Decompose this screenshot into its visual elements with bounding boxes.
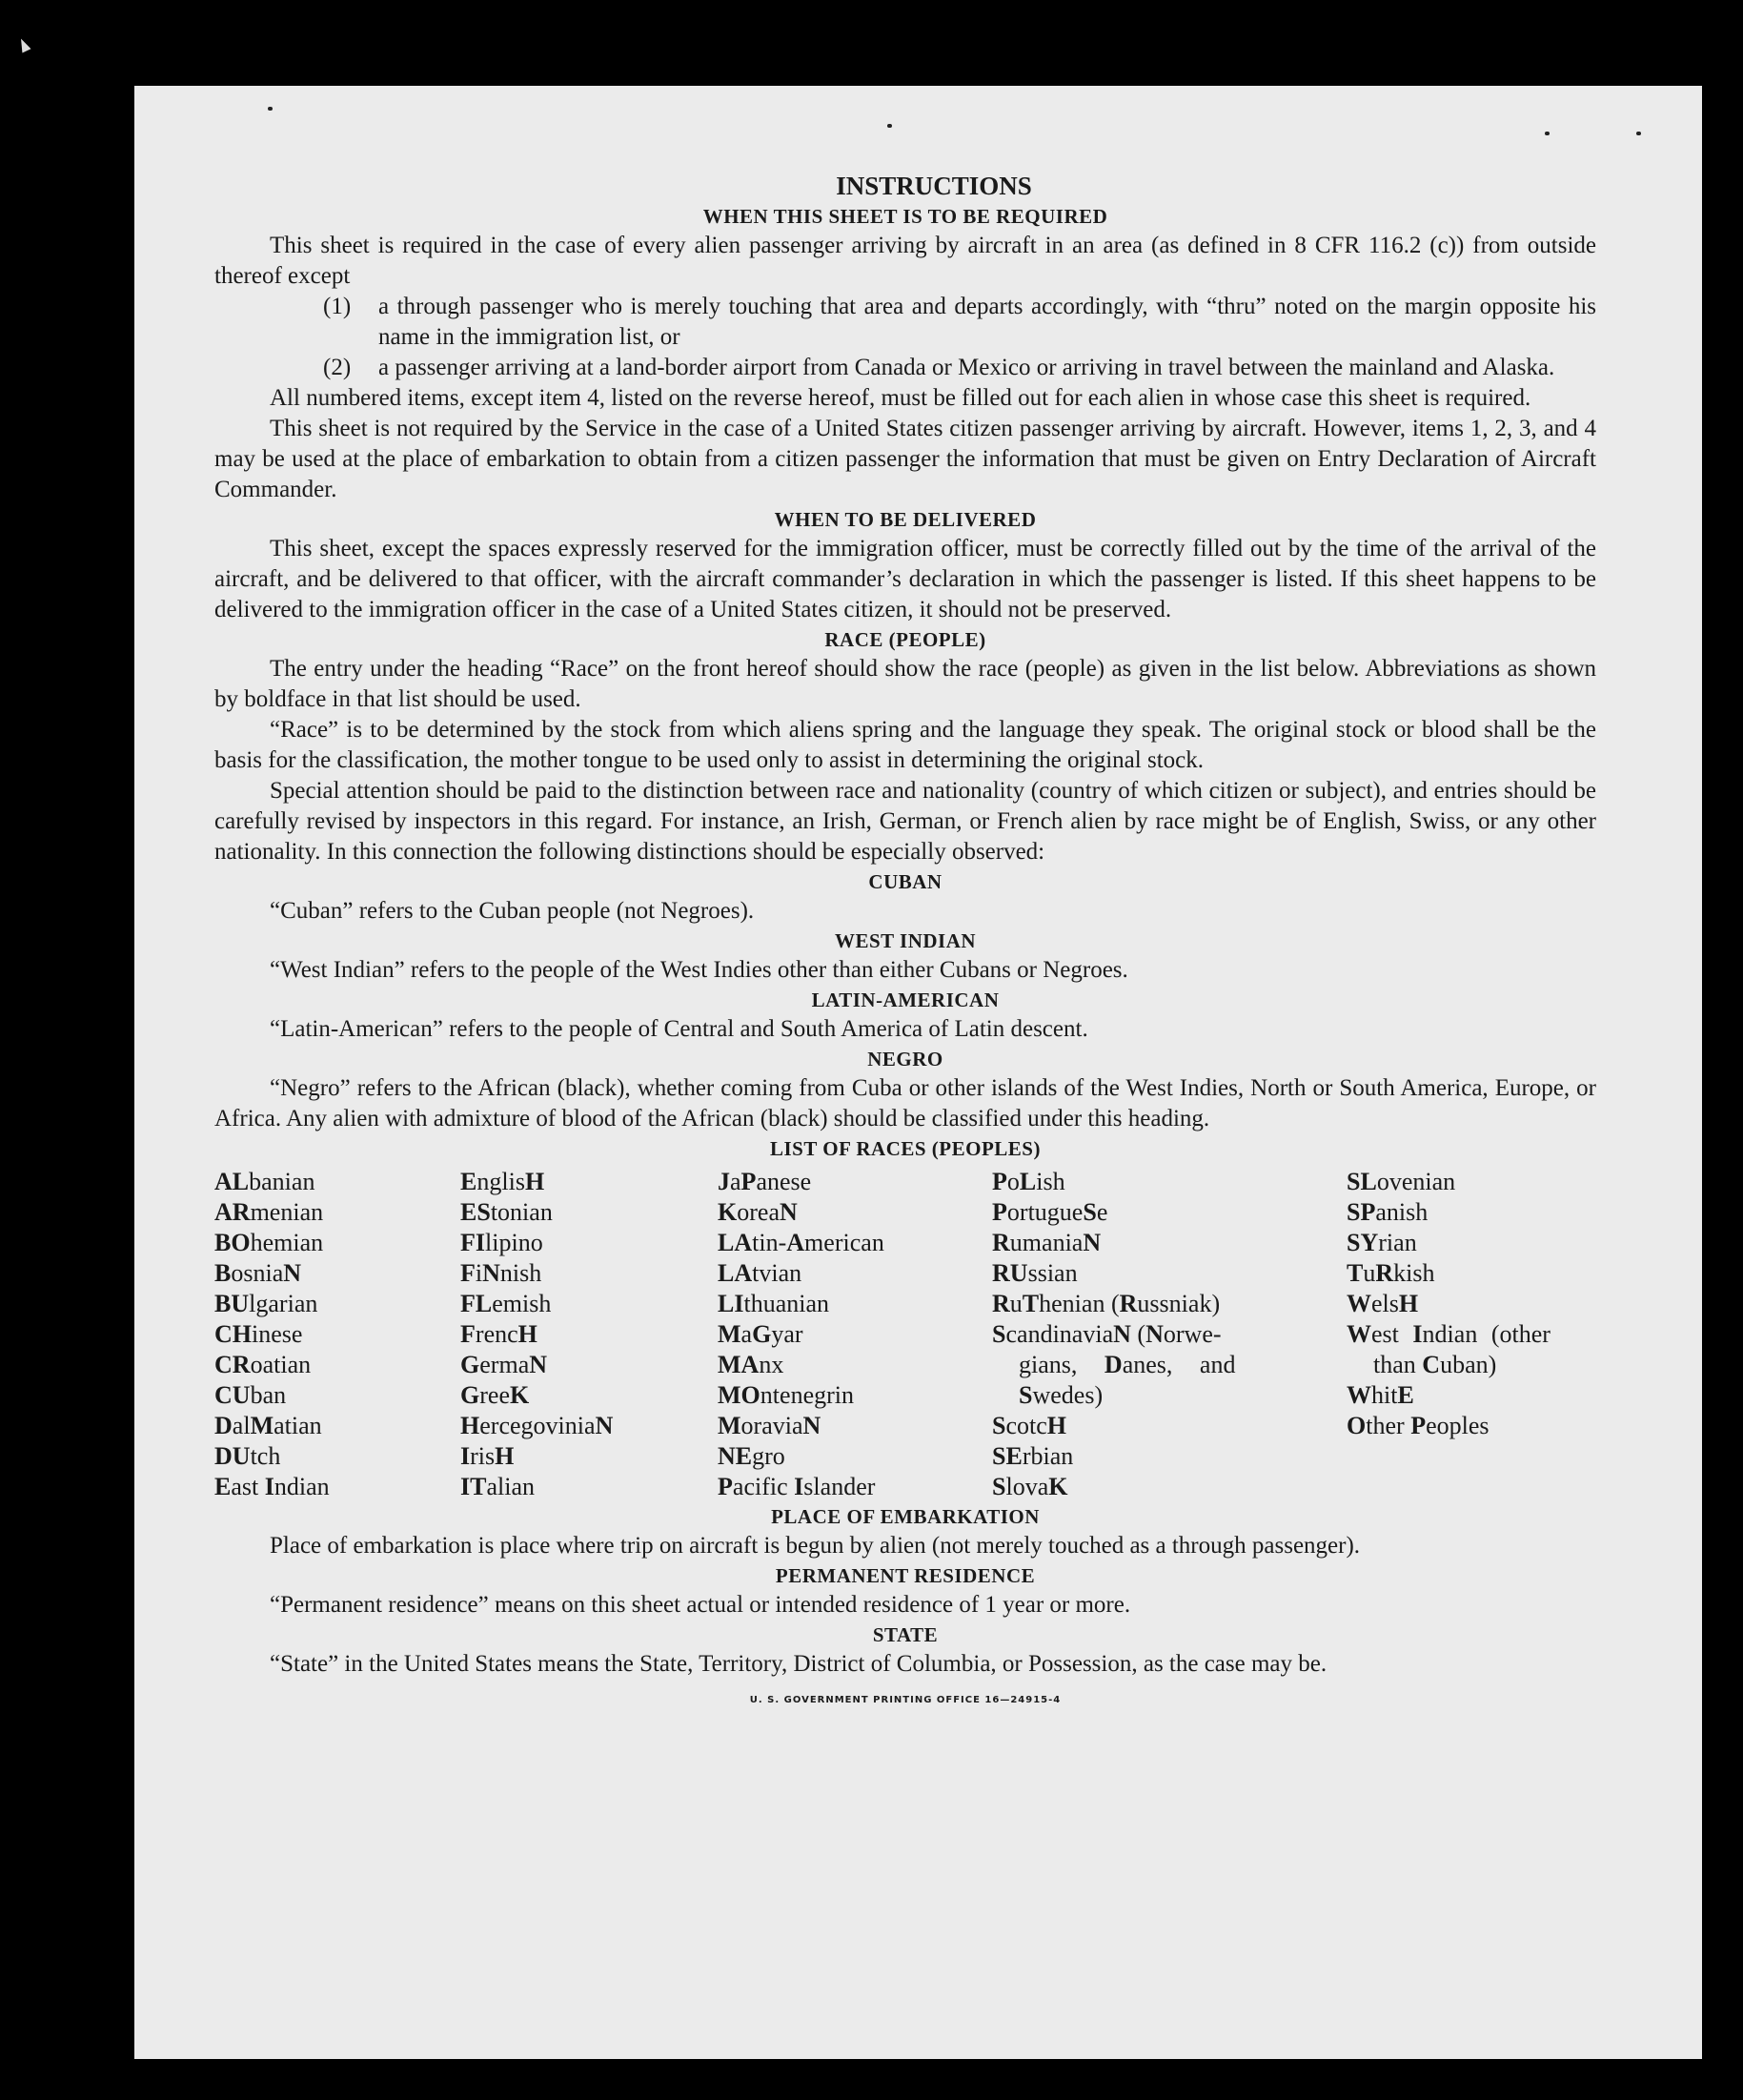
negro-definition: “Negro” refers to the African (black), whether coming from Cuba or other islands of the West Indies, North or South America, Europe, or Africa. Any alien with admixture of blood of the African (black) should be classified under this heading. <box>214 1075 1596 1132</box>
scan-speck <box>268 107 273 111</box>
heading-latin-american: LATIN-AMERICAN <box>811 989 1000 1011</box>
race-entry: LAtvian <box>718 1259 802 1287</box>
race-entry: CHinese <box>214 1320 303 1348</box>
race-entry-continued: gians, Danes, and <box>1019 1351 1236 1378</box>
heading-list-of-races: LIST OF RACES (PEOPLES) <box>770 1137 1041 1160</box>
race-entry: DUtch <box>214 1442 281 1470</box>
document-page <box>134 86 1702 2059</box>
state-definition: “State” in the United States means the State, Territory, District of Columbia, or Possession, as the case may be. <box>270 1651 1328 1677</box>
race-entry: Other Peoples <box>1347 1412 1490 1439</box>
race-entry: FIlipino <box>460 1229 543 1256</box>
race-entry: SLovenian <box>1347 1168 1456 1195</box>
races-column-2 <box>460 1167 718 1502</box>
race-entry: PoLish <box>992 1168 1065 1195</box>
heading-permanent-residence: PERMANENT RESIDENCE <box>775 1564 1036 1587</box>
race-entry: KoreaN <box>718 1198 798 1226</box>
race-entry: JaPanese <box>718 1168 812 1195</box>
race-entry: West Indian (other <box>1347 1320 1550 1348</box>
race-entry: SErbian <box>992 1442 1074 1470</box>
race-entry: East Indian <box>214 1473 330 1500</box>
race-entry: LAtin-American <box>718 1229 884 1256</box>
delivered-paragraph: This sheet, except the spaces expressly reserved for the immigration officer, must be correctly filled out by the time of the arrival of the aircraft, and be delivered to that officer, with the aircraft commander’s declaration in which the passenger is listed. If this sheet happens to be delivered to the immigration officer in the case of a United States citizen, it should not be preserved. <box>214 536 1596 622</box>
race-entry: DalMatian <box>214 1412 322 1439</box>
race-entry: BOhemian <box>214 1229 324 1256</box>
heading-race: RACE (PEOPLE) <box>824 628 986 651</box>
race-entry: WelsH <box>1347 1290 1419 1317</box>
cuban-definition: “Cuban” refers to the Cuban people (not Negroes). <box>270 898 755 924</box>
scan-speck <box>887 124 892 128</box>
race-entry: SlovaK <box>992 1473 1068 1500</box>
race-entry: EStonian <box>460 1198 553 1226</box>
printing-office-footer: U. S. GOVERNMENT PRINTING OFFICE 16—24915-4 <box>749 1695 1062 1705</box>
races-column-1 <box>214 1167 460 1502</box>
races-column-3 <box>718 1167 992 1502</box>
race-paragraph-3: Special attention should be paid to the distinction between race and nationality (country of which citizen or subject), and entries should be carefully revised by inspectors in this regard. For instance, an Irish, German, or French alien by race might be of English, Swiss, or any other nationality. In this connection the following distinctions should be especially observed: <box>214 778 1596 865</box>
embarkation-definition: Place of embarkation is place where trip on aircraft is begun by alien (not merely touched as a through passenger). <box>270 1533 1361 1559</box>
race-entry: MaGyar <box>718 1320 803 1348</box>
race-entry: CUban <box>214 1381 287 1409</box>
item-text: a through passenger who is merely touching that area and departs accordingly, with “thru” noted on the margin opposite his name in the immigration list, or <box>378 294 1596 350</box>
required-paragraph-3: This sheet is not required by the Service in the case of a United States citizen passenger arriving by aircraft. However, items 1, 2, 3, and 4 may be used at the place of embarkation to obtain from a citizen passenger the information that must be given on Entry Declaration of Aircraft Commander. <box>214 416 1596 502</box>
race-entry: RumaniaN <box>992 1229 1102 1256</box>
heading-when-required: WHEN THIS SHEET IS TO BE REQUIRED <box>702 205 1108 228</box>
race-entry: WhitE <box>1347 1381 1414 1409</box>
heading-state: STATE <box>872 1623 939 1646</box>
heading-when-delivered: WHEN TO BE DELIVERED <box>774 508 1037 531</box>
race-entry: RuThenian (Russniak) <box>992 1290 1221 1317</box>
scan-speck <box>1545 132 1550 135</box>
race-entry: MoraviaN <box>718 1412 821 1439</box>
race-entry: SYrian <box>1347 1229 1417 1256</box>
heading-cuban: CUBAN <box>868 870 942 893</box>
race-entry: PortugueSe <box>992 1198 1108 1226</box>
race-entry: IrisH <box>460 1442 515 1470</box>
race-entry: ITalian <box>460 1473 536 1500</box>
race-paragraph-2: “Race” is to be determined by the stock from which aliens spring and the language they speak. The original stock or blood shall be the basis for the classification, the mother tongue to be used only to assist in determining the original stock. <box>214 717 1596 773</box>
west-indian-definition: “West Indian” refers to the people of the West Indies other than either Cubans or Negroes. <box>270 957 1128 983</box>
races-list <box>214 1167 1596 1502</box>
race-entry: BosniaN <box>214 1259 302 1287</box>
exception-item-1 <box>323 292 1596 353</box>
race-entry: ScandinaviaN (Norwe- <box>992 1320 1222 1348</box>
race-entry: BUlgarian <box>214 1290 318 1317</box>
race-entry: Pacific Islander <box>718 1473 876 1500</box>
race-entry-continued: than Cuban) <box>1373 1351 1497 1378</box>
heading-place-of-embarkation: PLACE OF EMBARKATION <box>771 1505 1040 1528</box>
required-paragraph-2: All numbered items, except item 4, listed on the reverse hereof, must be filled out for each alien in whose case this sheet is required. <box>270 385 1531 411</box>
race-entry: EnglisH <box>460 1168 545 1195</box>
race-entry: ALbanian <box>214 1168 315 1195</box>
race-entry: GreeK <box>460 1381 530 1409</box>
exception-item-2 <box>323 353 1596 383</box>
race-entry: MOntenegrin <box>718 1381 855 1409</box>
required-paragraph-1: This sheet is required in the case of every alien passenger arriving by aircraft in an area (as defined in 8 CFR 116.2 (c)) from outside thereof except <box>214 233 1596 289</box>
race-entry: FLemish <box>460 1290 552 1317</box>
mouse-cursor-icon <box>17 37 31 53</box>
race-paragraph-1: The entry under the heading “Race” on the front hereof should show the race (people) as given in the list below. Abbreviations as shown by boldface in that list should be used. <box>214 656 1596 712</box>
races-column-4 <box>992 1167 1347 1502</box>
race-entry: ARmenian <box>214 1198 324 1226</box>
race-entry: SPanish <box>1347 1198 1429 1226</box>
race-entry: TuRkish <box>1347 1259 1435 1287</box>
residence-definition: “Permanent residence” means on this sheet actual or intended residence of 1 year or more. <box>270 1592 1131 1618</box>
instructions-content <box>214 170 1596 1716</box>
latin-american-definition: “Latin-American” refers to the people of Central and South America of Latin descent. <box>270 1016 1088 1042</box>
race-entry-continued: Swedes) <box>1019 1381 1104 1409</box>
race-entry: FrencH <box>460 1320 537 1348</box>
race-entry: GermaN <box>460 1351 548 1378</box>
race-entry: NEgro <box>718 1442 785 1470</box>
item-number: (2) <box>323 355 352 380</box>
scan-speck <box>1636 132 1641 135</box>
heading-west-indian: WEST INDIAN <box>834 929 977 952</box>
heading-negro: NEGRO <box>867 1048 943 1070</box>
item-number: (1) <box>323 294 352 319</box>
race-entry: ScotcH <box>992 1412 1067 1439</box>
race-entry: CRoatian <box>214 1351 312 1378</box>
page-title: INSTRUCTIONS <box>836 172 1032 200</box>
race-entry: LIthuanian <box>718 1290 830 1317</box>
race-entry: RUssian <box>992 1259 1078 1287</box>
race-entry: FiNnish <box>460 1259 542 1287</box>
race-entry: HercegoviniaN <box>460 1412 614 1439</box>
race-entry: MAnx <box>718 1351 784 1378</box>
races-column-5 <box>1347 1167 1596 1502</box>
item-text: a passenger arriving at a land-border airport from Canada or Mexico or arriving in travel between the mainland and Alaska. <box>378 355 1555 380</box>
